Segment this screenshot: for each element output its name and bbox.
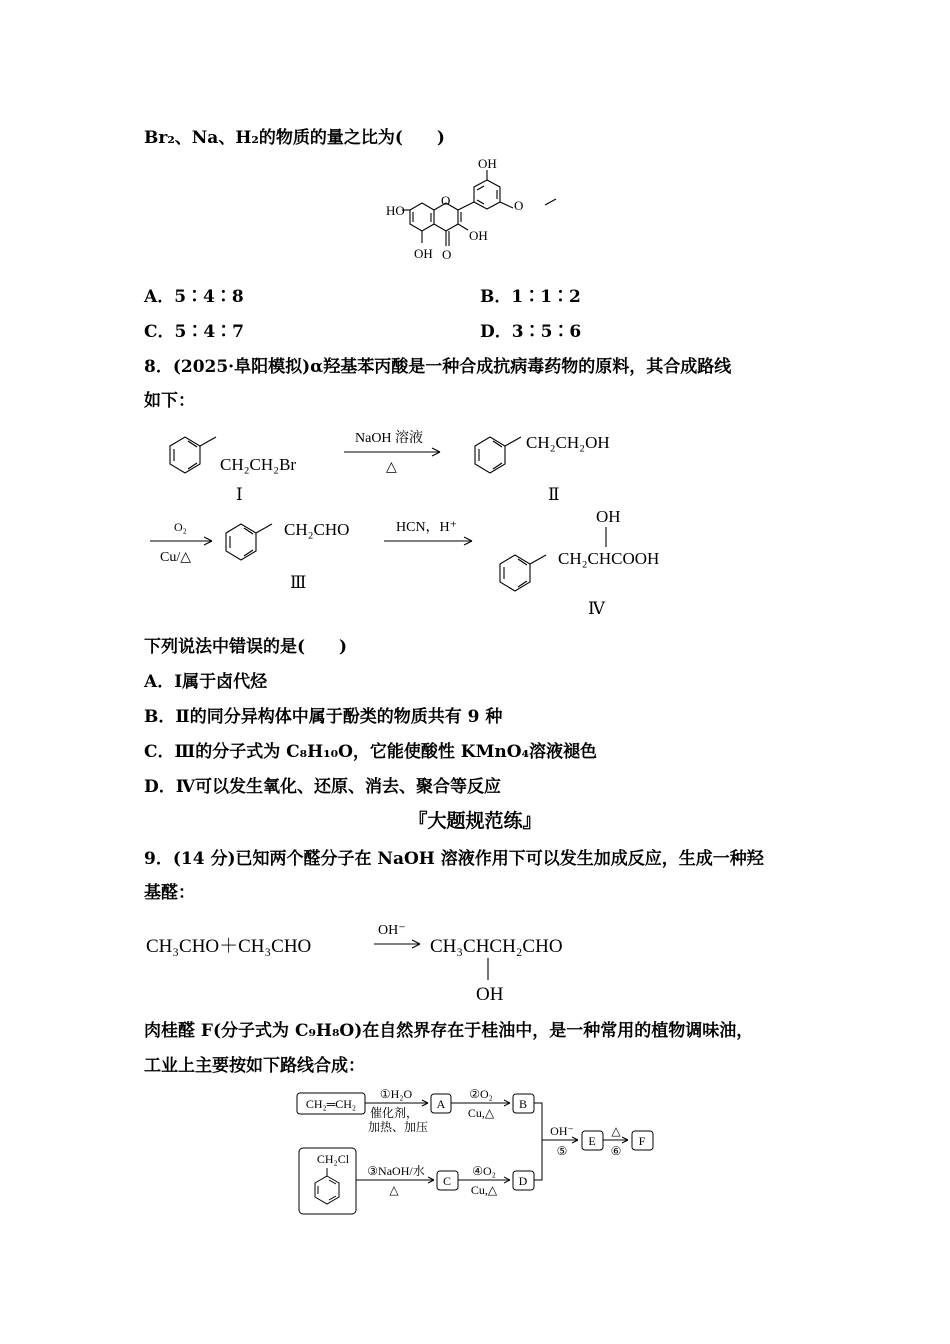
q9-stem-line4: 工业上主要按如下路线合成： xyxy=(144,1056,365,1076)
q8-option-b: B．Ⅱ的同分异构体中属于酚类的物质共有 9 种 xyxy=(144,707,503,727)
step3-top: ③NaOH/水 xyxy=(367,1164,425,1178)
node-b: B xyxy=(518,1097,528,1111)
q8-synthesis-scheme xyxy=(140,418,720,624)
q7-stem-tail: Br₂、Na、H₂的物质的量之比为( ) xyxy=(144,128,445,148)
q7-option-c: C．5∶4∶7 xyxy=(144,322,245,342)
compound-3: CH₂CHO xyxy=(284,520,350,539)
q7-option-b: B．1∶1∶2 xyxy=(480,287,581,307)
mol-oh-5: OH xyxy=(414,246,433,261)
step4-bottom: Cu,△ xyxy=(470,1183,498,1197)
mol-oh-3: OH xyxy=(469,228,488,243)
route-start: CH₂═CH₂ xyxy=(305,1097,357,1111)
step6-top: △ xyxy=(611,1124,621,1138)
q9-stem-line3: 肉桂醛 F(分子式为 C₉H₈O)在自然界存在于桂油中，是一种常用的植物调味油， xyxy=(144,1021,754,1041)
benzene-ring-benzyl xyxy=(315,1176,339,1204)
q8-stem-line2: 如下： xyxy=(144,391,195,411)
label-3: Ⅲ xyxy=(290,573,307,592)
node-f: F xyxy=(638,1134,646,1148)
eq-oh: OH xyxy=(476,984,504,1005)
q7-option-a: A．5∶4∶8 xyxy=(144,287,244,307)
node-c: C xyxy=(442,1174,452,1188)
reagent-2-bottom: Cu/△ xyxy=(160,550,191,565)
eq-right: CH₃CHCH₂CHO xyxy=(430,936,563,957)
q9-stem-line1: 9．(14 分)已知两个醛分子在 NaOH 溶液作用下可以发生加成反应，生成一种羟 xyxy=(144,849,764,869)
reagent-1-top: NaOH 溶液 xyxy=(355,431,424,446)
section-banner: 『大题规范练』 xyxy=(408,810,542,832)
step5-top: OH⁻ xyxy=(550,1124,574,1138)
mol-ome: O xyxy=(514,198,524,213)
reagent-1-bottom: △ xyxy=(386,460,397,475)
eq-condition: OH⁻ xyxy=(378,923,406,938)
mol-oh-top: OH xyxy=(478,156,497,171)
q8-option-d: D．Ⅳ可以发生氧化、还原、消去、聚合等反应 xyxy=(144,777,502,797)
step1-top: ①H₂O xyxy=(379,1087,413,1101)
label-1: Ⅰ xyxy=(236,485,243,504)
q8-stem-line1: 8．(2025·阜阳模拟)α羟基苯丙酸是一种合成抗病毒药物的原料，其合成路线 xyxy=(144,357,732,377)
node-d: D xyxy=(518,1174,528,1188)
q8-option-c: C．Ⅲ的分子式为 C₈H₁₀O，它能使酸性 KMnO₄溶液褪色 xyxy=(144,742,598,762)
compound-1: CH₂CH₂Br xyxy=(220,455,297,474)
step5-bottom: ⑤ xyxy=(556,1144,568,1158)
q8-option-a: A．Ⅰ属于卤代烃 xyxy=(144,672,268,692)
compound-4: CH₂CHCOOH xyxy=(558,549,660,568)
mol-o-keto: O xyxy=(442,247,452,262)
reagent-3-top: HCN，H⁺ xyxy=(396,520,458,535)
step4-top: ④O₂ xyxy=(472,1164,496,1178)
step3-bottom: △ xyxy=(389,1183,399,1197)
step2-top: ②O₂ xyxy=(469,1087,493,1101)
step6-bottom: ⑥ xyxy=(610,1144,622,1158)
q9-stem-line2: 基醛： xyxy=(144,883,195,903)
route-start2: CH₂Cl xyxy=(316,1152,350,1166)
compound-4-oh: OH xyxy=(596,507,621,526)
compound-2: CH₂CH₂OH xyxy=(526,433,610,452)
label-4: Ⅳ xyxy=(588,599,605,618)
q9-aldol-equation xyxy=(140,918,620,1008)
q7-option-d: D．3∶5∶6 xyxy=(480,322,582,342)
q9-route-diagram xyxy=(290,1082,670,1222)
eq-left: CH₃CHO＋CH₃CHO xyxy=(146,936,312,957)
step1-bottom: 加热、加压 xyxy=(367,1120,429,1134)
label-2: Ⅱ xyxy=(548,485,560,504)
q7-molecule-structure xyxy=(380,152,580,274)
step2-bottom: Cu,△ xyxy=(467,1106,495,1120)
step1-mid: 催化剂， xyxy=(369,1106,419,1120)
node-e: E xyxy=(588,1134,596,1148)
mol-ho-left: HO xyxy=(386,203,405,218)
q8-question: 下列说法中错误的是( ) xyxy=(144,637,348,657)
mol-o-ring: O xyxy=(441,193,451,208)
node-a: A xyxy=(436,1097,446,1111)
reagent-2-top: O₂ xyxy=(174,520,187,534)
